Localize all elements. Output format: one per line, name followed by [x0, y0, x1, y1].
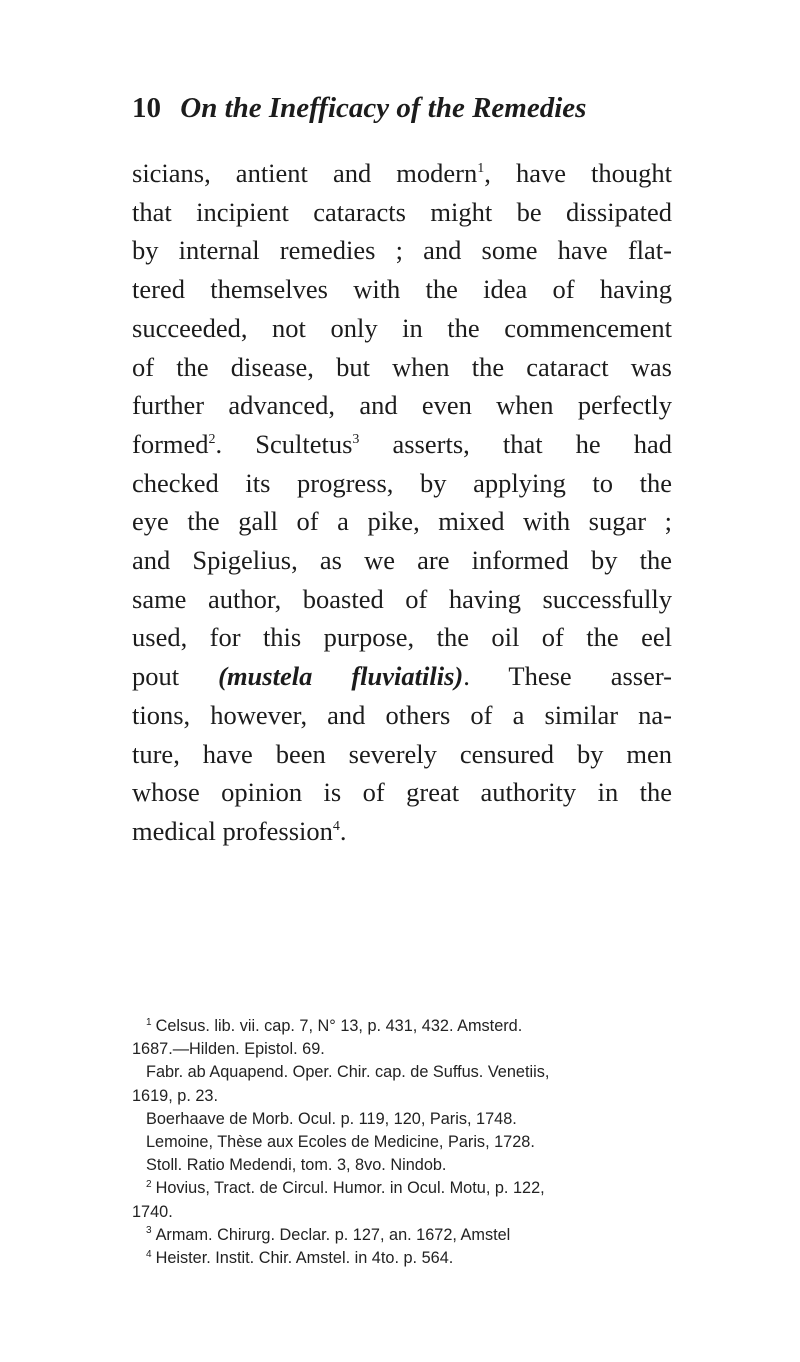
- text-line: succeeded, not only in the commencement: [132, 312, 672, 343]
- footnote-line: 1687.—Hilden. Epistol. 69.: [132, 1040, 325, 1059]
- text-line: whose opinion is of great authority in the: [132, 777, 672, 808]
- footnote-line: Boerhaave de Morb. Ocul. p. 119, 120, Paris, 1748.: [146, 1109, 517, 1128]
- page-number: 10: [132, 92, 161, 124]
- body-text: [132, 154, 672, 851]
- footnote-line: Stoll. Ratio Medendi, tom. 3, 8vo. Nindob.: [146, 1156, 447, 1175]
- text-line: formed$^2$. Scultetus$^3$ asserts, that he had: [132, 428, 672, 459]
- footnote-1: $^1$ Celsus. lib. vii. cap. 7, N° 13, p. 431, 432. Amsterd.: [146, 1016, 523, 1035]
- text-line: same author, boasted of having successfully: [132, 583, 672, 614]
- text-line: further advanced, and even when perfectly: [132, 390, 672, 421]
- text-line: used, for this purpose, the oil of the eel: [132, 622, 672, 653]
- text-line: that incipient cataracts might be dissipated: [132, 196, 672, 227]
- text-line: of the disease, but when the cataract was: [132, 351, 672, 382]
- text-line: sicians, antient and modern$^1$, have thought: [132, 158, 673, 188]
- text-line: pout (mustela fluviatilis). These asser-: [132, 661, 672, 692]
- footnotes: [132, 1015, 672, 1270]
- text-line: checked its progress, by applying to the: [132, 467, 672, 498]
- italic-latin-name: (mustela fluviatilis): [218, 661, 464, 692]
- text-line: tions, however, and others of a similar na-: [132, 699, 672, 730]
- footnote-2: $^2$ Hovius, Tract. de Circul. Humor. in Ocul. Motu, p. 122,: [146, 1179, 545, 1198]
- page-header: [132, 92, 672, 125]
- footnote-line: Fabr. ab Aquapend. Oper. Chir. cap. de Suffus. Venetiis,: [146, 1063, 550, 1082]
- footnote-line: 1619, p. 23.: [132, 1086, 219, 1105]
- text-line: tered themselves with the idea of having: [132, 274, 672, 305]
- text-line: ture, have been severely censured by men: [132, 738, 672, 769]
- text-line: by internal remedies ; and some have flat-: [132, 235, 672, 266]
- footnote-3: $^3$ Armam. Chirurg. Declar. p. 127, an. 1672, Amstel: [146, 1225, 511, 1244]
- running-title: On the Inefficacy of the Remedies: [180, 92, 587, 124]
- text-line: medical profession$^4$.: [132, 815, 347, 846]
- text-line: and Spigelius, as we are informed by the: [132, 545, 672, 576]
- text-line: eye the gall of a pike, mixed with sugar ;: [132, 506, 672, 537]
- footnote-line: Lemoine, Thèse aux Ecoles de Medicine, Paris, 1728.: [146, 1133, 535, 1152]
- footnote-4: $^4$ Heister. Instit. Chir. Amstel. in 4to. p. 564.: [146, 1248, 454, 1268]
- footnote-line: 1740.: [132, 1202, 173, 1221]
